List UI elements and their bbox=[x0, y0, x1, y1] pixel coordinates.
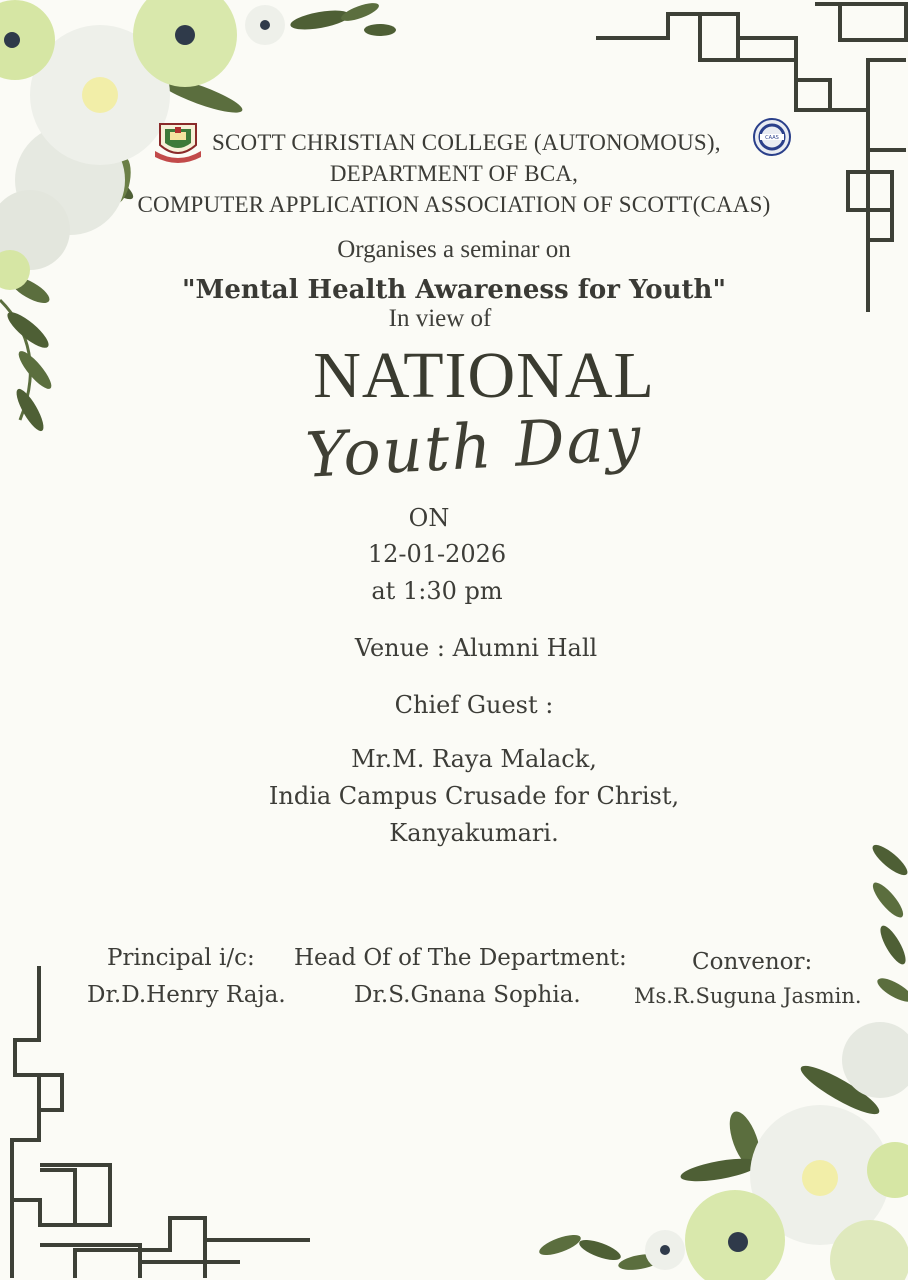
organises-text: Organises a seminar on bbox=[337, 236, 571, 263]
event-time: at 1:30 pm bbox=[371, 577, 503, 605]
college-logo bbox=[153, 121, 203, 163]
venue-text: Venue : Alumni Hall bbox=[354, 634, 598, 662]
chief-guest-label: Chief Guest : bbox=[394, 691, 554, 719]
on-label: ON bbox=[408, 504, 450, 532]
guest-name: Mr.M. Raya Malack, bbox=[351, 745, 597, 773]
header-line-2: DEPARTMENT OF BCA, bbox=[329, 161, 579, 186]
guest-location: Kanyakumari. bbox=[389, 819, 559, 847]
convenor-role: Convenor: bbox=[692, 949, 813, 975]
hod-role: Head Of of The Department: bbox=[294, 945, 627, 971]
top-right-frame bbox=[596, 4, 906, 312]
hod-name: Dr.S.Gnana Sophia. bbox=[354, 982, 581, 1008]
national-heading: NATIONAL bbox=[313, 339, 655, 412]
header-line-1: SCOTT CHRISTIAN COLLEGE (AUTONOMOUS), bbox=[212, 130, 721, 155]
caas-logo bbox=[752, 117, 792, 157]
event-date: 12-01-2026 bbox=[367, 540, 507, 568]
seminar-title: "Mental Health Awareness for Youth" bbox=[182, 275, 726, 305]
youth-day-script: Youth Day bbox=[303, 401, 645, 492]
convenor-name: Ms.R.Suguna Jasmin. bbox=[634, 984, 862, 1008]
header-line-3: COMPUTER APPLICATION ASSOCIATION OF SCOTT(CAAS) bbox=[137, 192, 771, 217]
principal-role: Principal i/c: bbox=[107, 945, 255, 971]
bottom-right-florals bbox=[537, 840, 908, 1280]
guest-organisation: India Campus Crusade for Christ, bbox=[268, 782, 680, 810]
principal-name: Dr.D.Henry Raja. bbox=[87, 982, 286, 1008]
bottom-left-frame bbox=[12, 966, 310, 1278]
caas-logo-text: CAAS bbox=[765, 135, 779, 141]
in-view-of-text: In view of bbox=[388, 305, 492, 332]
